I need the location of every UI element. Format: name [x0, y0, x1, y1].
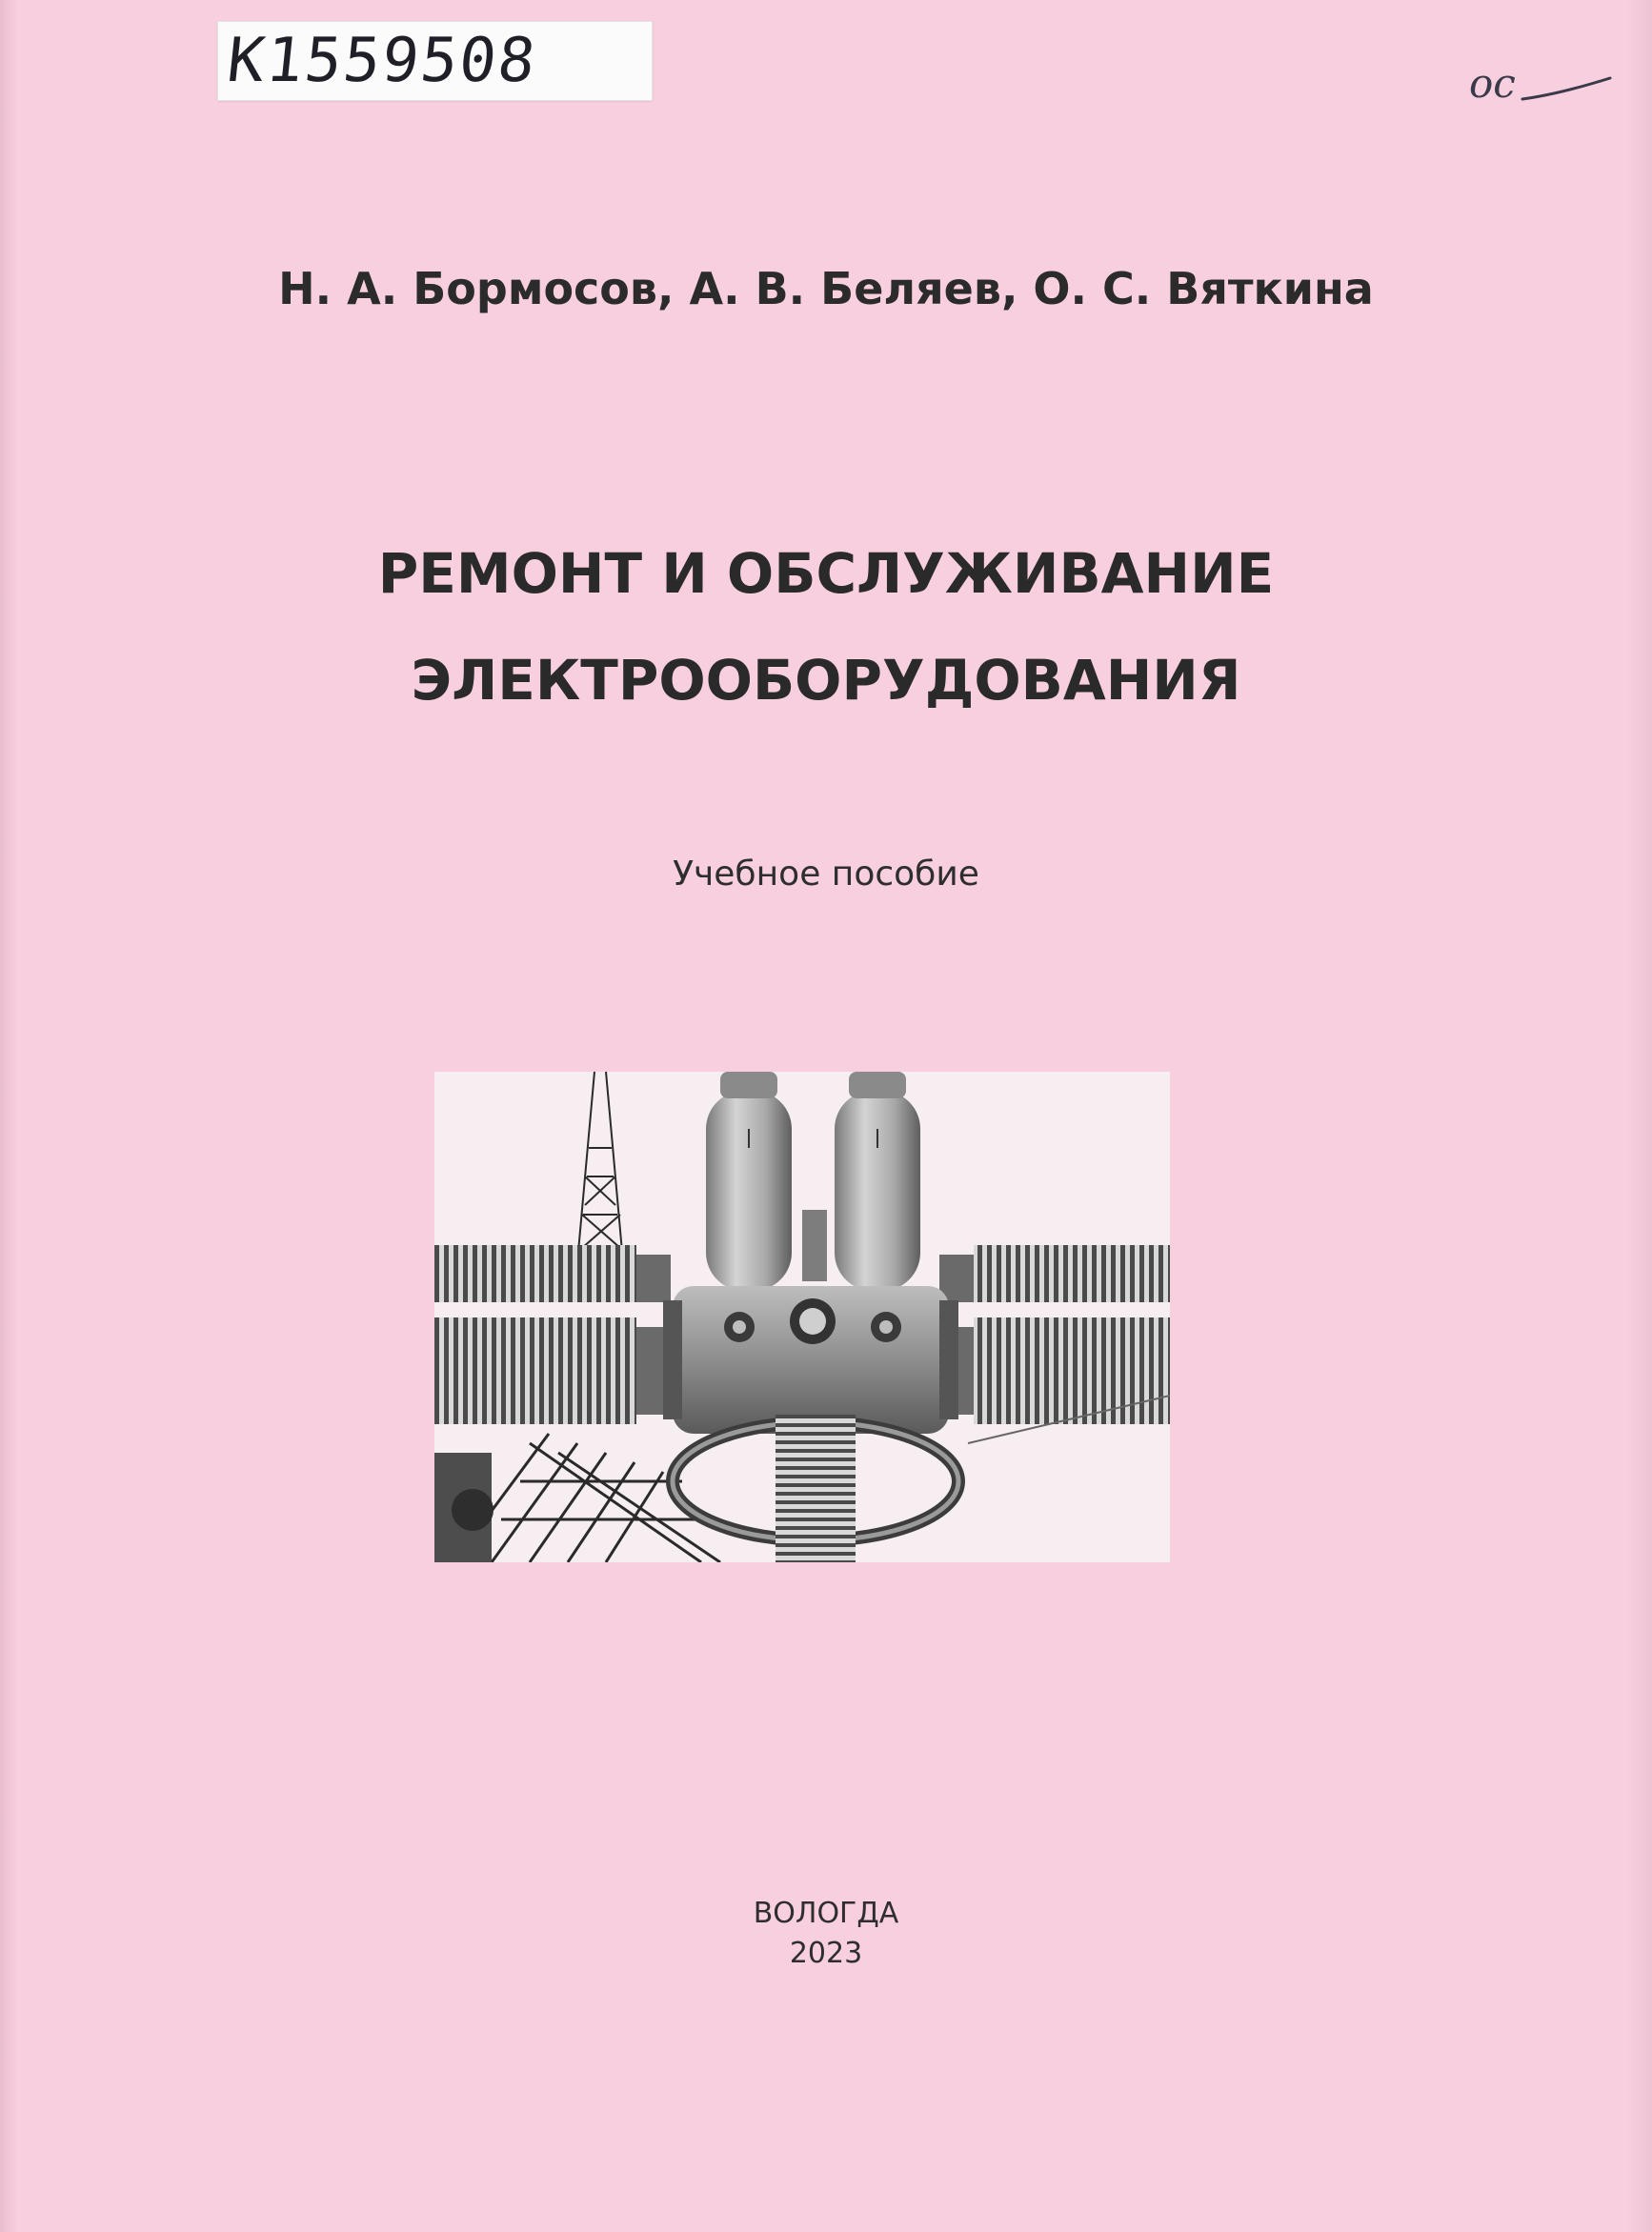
title-line-1: РЕМОНТ И ОБСЛУЖИВАНИЕ: [377, 541, 1275, 606]
pen-stroke-icon: [1465, 57, 1618, 114]
inventory-number: К1559508: [224, 26, 541, 96]
title-line-2: ЭЛЕКТРООБОРУДОВАНИЯ: [411, 648, 1241, 713]
handwritten-corner-mark: [1465, 57, 1618, 114]
circuit-breaker-illustration: [434, 1072, 1170, 1562]
book-subtitle: Учебное пособие: [673, 855, 979, 894]
corner-mark-text: ос: [1469, 60, 1516, 107]
inventory-sticker: [217, 21, 653, 101]
publication-city: ВОЛОГДА: [753, 1897, 899, 1930]
publication-year: 2023: [789, 1937, 863, 1970]
book-title: [0, 520, 1652, 734]
authors: Н. А. Бормосов, А. В. Беляев, О. С. Вяткина: [278, 263, 1374, 314]
